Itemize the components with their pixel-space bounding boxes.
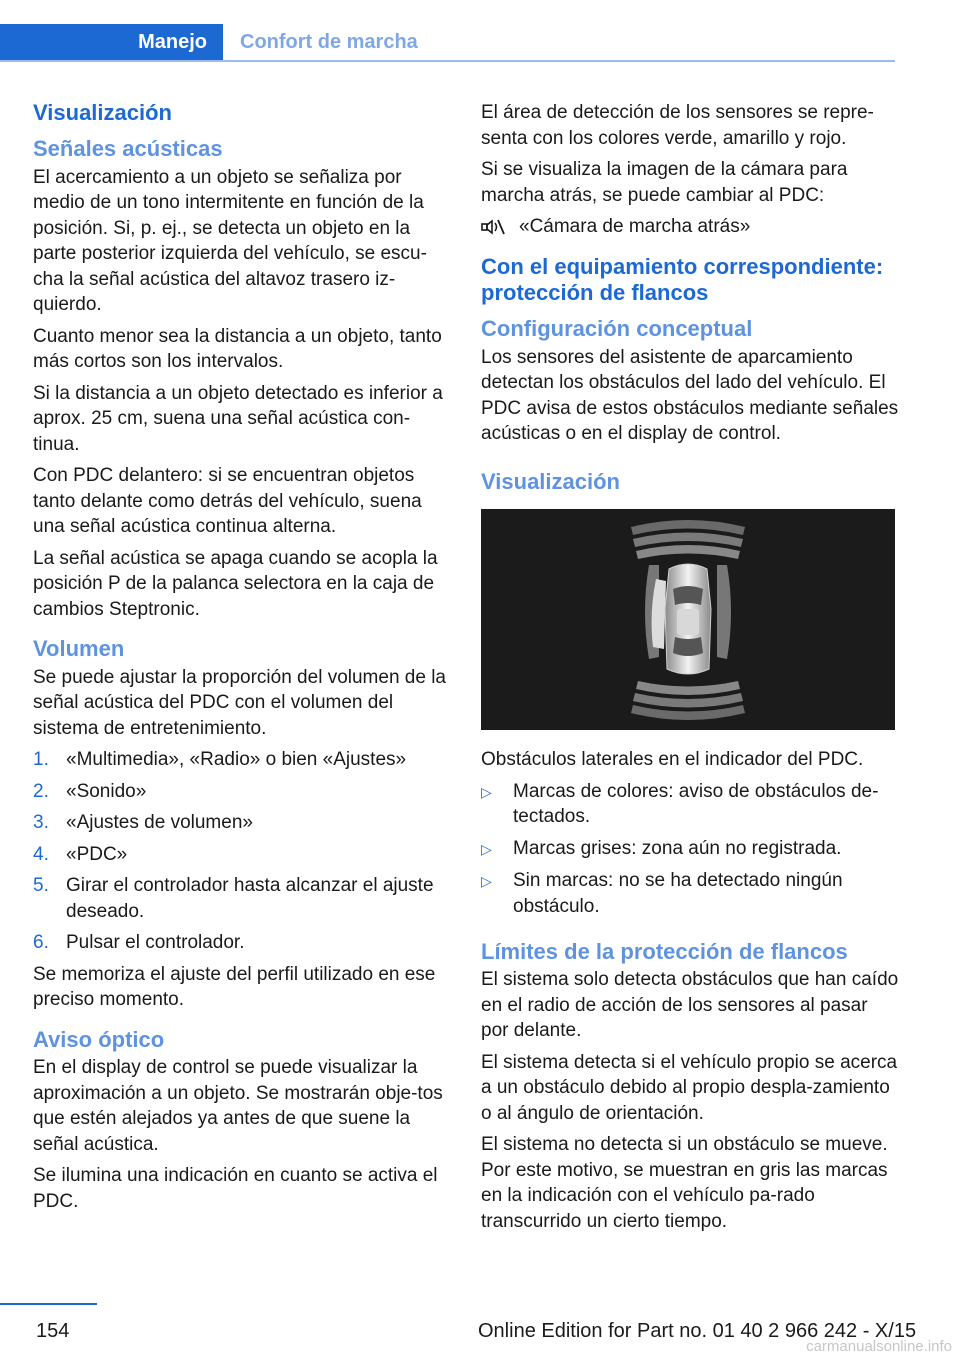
paragraph: El área de detección de los sensores se repre‐senta con los colores verde, amarillo y rojo.: [481, 102, 874, 149]
volume-steps: [33, 747, 453, 956]
step-item: [33, 779, 453, 805]
figure-caption: Obstáculos laterales en el indicador del PDC.: [481, 749, 864, 771]
step-number: 3.: [33, 812, 49, 834]
flank-protection-title: Con el equipamiento correspondiente: protección de flancos: [481, 253, 884, 305]
bullet-text: Marcas grises: zona aún no registrada.: [513, 837, 842, 859]
triangle-right-icon: ▷: [481, 873, 492, 890]
step-text: Pulsar el controlador.: [66, 932, 245, 954]
paragraph: Los sensores del asistente de aparcamiento detectan los obstáculos del lado del vehículo. El PDC avisa de estos obstáculos mediante señales acústicas o en el display de control.: [481, 346, 899, 445]
list-item: [481, 868, 899, 919]
step-number: 2.: [33, 780, 49, 802]
paragraph: Se ilumina una indicación en cuanto se activa el PDC.: [33, 1165, 438, 1212]
pdc-display-figure: [481, 509, 895, 730]
step-text: «PDC»: [66, 843, 128, 865]
camera-option-label: «Cámara de marcha atrás»: [519, 216, 751, 237]
paragraph: La señal acústica se apaga cuando se acopla la posición P de la palanca selectora en la caja de cambios Steptronic.: [33, 547, 438, 620]
subsection-tab: [240, 24, 418, 60]
step-number: 1.: [33, 749, 49, 771]
visualization-title: Visualización: [33, 100, 172, 125]
edition-note: Online Edition for Part no. 01 40 2 966 242 - X/15: [478, 1320, 917, 1342]
page-number: 154: [36, 1320, 70, 1342]
left-column: [33, 100, 453, 1220]
footer-divider: [0, 1303, 97, 1305]
subsection-label: Confort de marcha: [240, 31, 418, 53]
step-item: [33, 842, 453, 868]
section-label: Manejo: [138, 30, 207, 53]
camera-switch-icon: [481, 217, 507, 237]
step-item: [33, 747, 453, 773]
paragraph: Cuanto menor sea la distancia a un objeto, tanto más cortos son los intervalos.: [33, 325, 442, 373]
paragraph: Si se visualiza la imagen de la cámara para marcha atrás, se puede cambiar al PDC:: [481, 159, 848, 206]
limits-heading: Límites de la protección de flancos: [481, 939, 848, 965]
paragraph: El sistema no detecta si un obstáculo se mueve. Por este motivo, se muestran en gris las marcas en la indicación con el vehículo pa‐rado transcurrido un cierto tiempo.: [481, 1134, 888, 1232]
list-item: [481, 779, 899, 830]
header-divider: [0, 60, 895, 62]
acoustic-signals-heading: Señales acústicas: [33, 136, 223, 162]
page-header: [0, 24, 895, 62]
bullet-text: Marcas de colores: aviso de obstáculos de‐tectados.: [513, 780, 879, 828]
display-heading: Visualización: [481, 468, 620, 494]
paragraph: El sistema detecta si el vehículo propio se acerca a un obstáculo debido al propio despla‐zamiento o al ángulo de orientación.: [481, 1051, 898, 1124]
step-item: [33, 873, 453, 924]
paragraph: Se puede ajustar la proporción del volumen de la señal acústica del PDC con el volumen del sistema de entretenimiento.: [33, 666, 446, 739]
optical-warning-heading: Aviso óptico: [33, 1026, 165, 1052]
step-item: [33, 810, 453, 836]
step-text: Girar el controlador hasta alcanzar el ajuste deseado.: [66, 875, 434, 922]
step-text: «Multimedia», «Radio» o bien «Ajustes»: [66, 749, 407, 771]
right-column: [481, 100, 899, 1240]
bullet-text: Sin marcas: no se ha detectado ningún obstáculo.: [513, 870, 843, 917]
paragraph: Con PDC delantero: si se encuentran objetos tanto delante como detrás del vehículo, suena una señal acústica continua alterna.: [33, 465, 422, 538]
paragraph: El sistema solo detecta obstáculos que han caído en el radio de acción de los sensores al pasar por delante.: [481, 969, 899, 1042]
triangle-right-icon: ▷: [481, 840, 492, 857]
display-bullets: [481, 779, 899, 920]
paragraph: En el display de control se puede visualizar la aproximación a un objeto. Se mostrarán obje‐tos que estén alejados ya antes de que suene la señal acústica.: [33, 1057, 443, 1155]
concept-heading: Configuración conceptual: [481, 316, 753, 342]
paragraph: Se memoriza el ajuste del perfil utilizado en ese preciso momento.: [33, 963, 436, 1011]
paragraph: El acercamiento a un objeto se señaliza por medio de un tono intermitente en función de la posición. Si, p. ej., se detecta un objeto en la parte posterior izquierda del vehículo, se escu‐cha la señal acústica del altavoz trasero iz‐quierdo.: [33, 166, 427, 316]
step-number: 5.: [33, 875, 49, 897]
list-item: [481, 836, 899, 863]
step-number: 6.: [33, 932, 49, 954]
triangle-right-icon: ▷: [481, 783, 492, 800]
step-text: «Sonido»: [66, 780, 147, 802]
step-item: [33, 930, 453, 956]
watermark: carmanualsonline.info: [806, 1338, 952, 1355]
paragraph: Si la distancia a un objeto detectado es inferior a aprox. 25 cm, suena una señal acústica con‐tinua.: [33, 382, 443, 455]
step-text: «Ajustes de volumen»: [66, 812, 253, 834]
step-number: 4.: [33, 843, 49, 865]
section-tab: [0, 24, 223, 60]
volume-heading: Volumen: [33, 636, 125, 662]
camera-option-line: [481, 214, 899, 240]
